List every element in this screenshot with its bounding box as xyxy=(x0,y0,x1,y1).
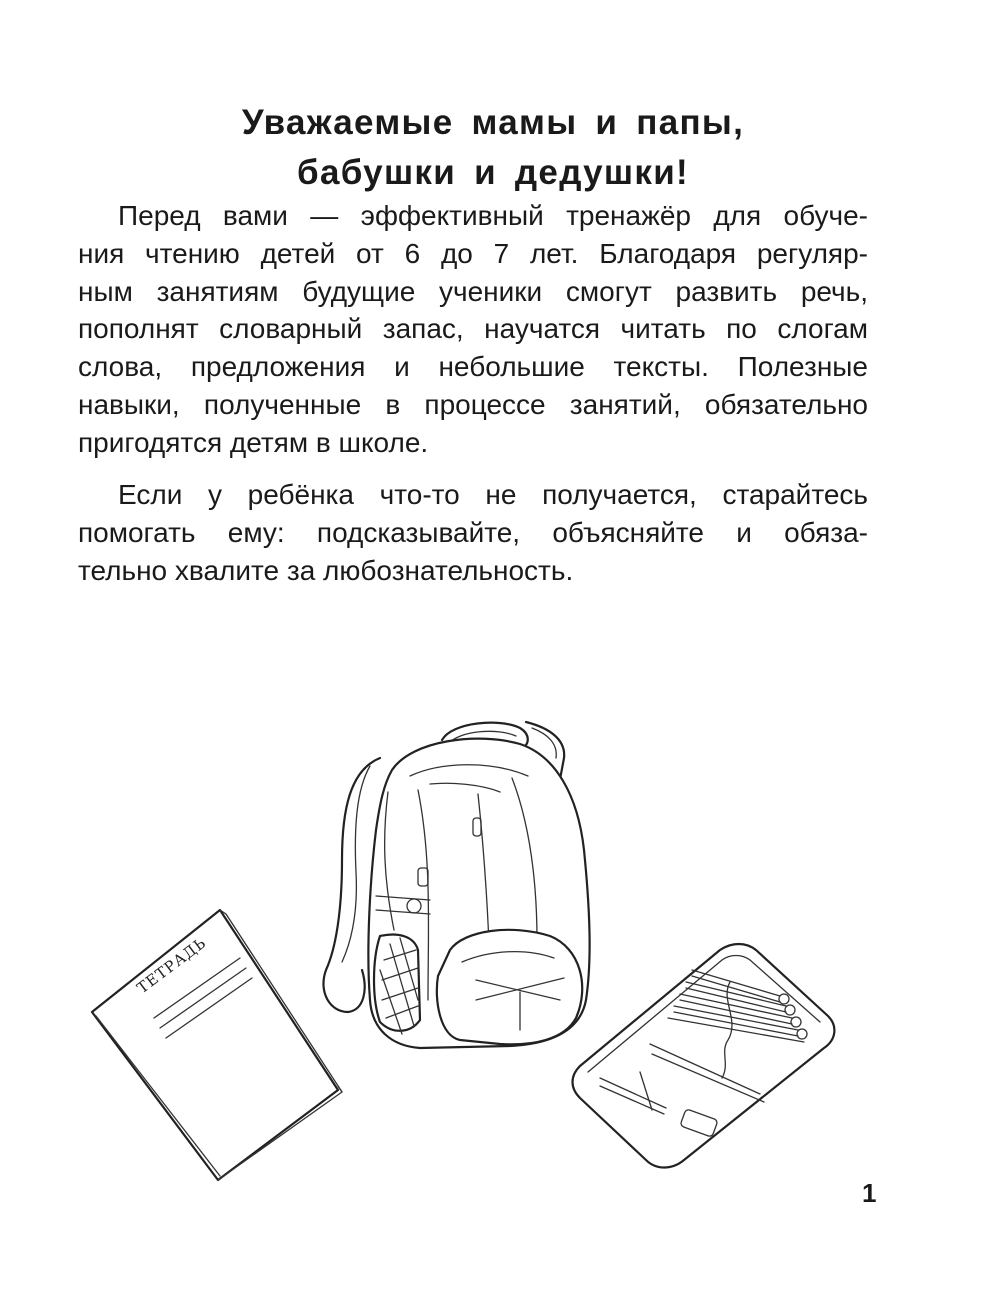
paragraph-line: пригодятся детям в школе. xyxy=(78,426,429,458)
heading-line-1: Уважаемые мамы и папы, xyxy=(241,103,745,142)
paragraph-line: ния чтению детей от 6 до 7 лет. Благодаря регуляр- xyxy=(78,237,868,269)
paragraph-line: слова, предложения и небольшие тексты. Полезные xyxy=(78,351,868,383)
paragraph-line: Если у ребёнка что-то не получается, старайтесь xyxy=(118,479,868,510)
page-heading xyxy=(0,98,986,198)
advice-paragraph xyxy=(78,476,868,589)
paragraph-line: помогать ему: подсказывайте, объясняйте и обяза- xyxy=(78,516,868,548)
page-number: 1 xyxy=(862,1178,877,1208)
paragraph-line: Перед вами — эффективный тренажёр для обуче- xyxy=(118,200,868,231)
paragraph-line: пополнят словарный запас, научатся читать по слогам xyxy=(78,313,868,345)
paragraph-line: тельно хвалите за любознательность. xyxy=(78,554,574,586)
intro-paragraph xyxy=(78,197,868,462)
notebook-illustration xyxy=(92,910,342,1180)
backpack-illustration xyxy=(323,722,589,1048)
paragraph-line: навыки, полученные в процессе занятий, обязательно xyxy=(78,388,868,420)
pencil-case-illustration xyxy=(573,944,835,1168)
svg-text:ТЕТРАДЬ: ТЕТРАДЬ xyxy=(133,933,210,998)
school-supplies-illustration xyxy=(80,700,900,1200)
paragraph-line: ным занятиям будущие ученики смогут развить речь, xyxy=(78,275,868,307)
heading-line-2: бабушки и дедушки! xyxy=(297,153,689,192)
